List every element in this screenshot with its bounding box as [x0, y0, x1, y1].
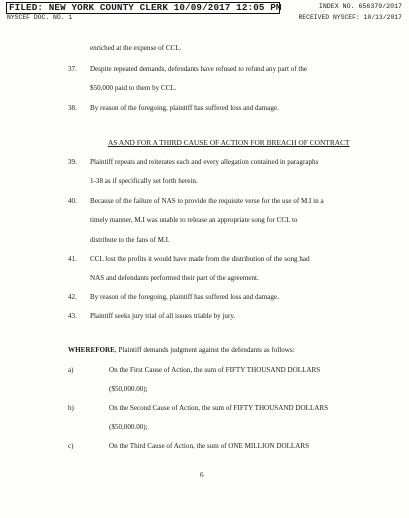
received-date: RECEIVED NYSCEF: 10/13/2017 — [298, 14, 402, 21]
continuation-line: enriched at the expense of CCL. — [90, 44, 182, 52]
paragraph-text: $50,000 paid to them by CCL. — [90, 84, 177, 92]
item-text: ($50,000.00); — [109, 385, 148, 393]
paragraph-number: 38. — [68, 104, 77, 112]
filed-stamp: FILED: NEW YORK COUNTY CLERK 10/09/2017 12:05 PM — [6, 2, 280, 14]
paragraph-text: By reason of the foregoing, plaintiff has suffered loss and damage. — [90, 293, 279, 301]
paragraph-text: 1-38 as if specifically set forth herein. — [90, 177, 198, 185]
paragraph-number: 43. — [68, 312, 77, 320]
item-text: On the Third Cause of Action, the sum of ONE MILLION DOLLARS — [109, 442, 310, 450]
paragraph-text: CCL lost the profits it would have made from the distribution of the song had — [90, 255, 310, 263]
paragraph-text: Plaintiff seeks jury trial of all issues triable by jury. — [90, 312, 236, 320]
paragraph-text: Despite repeated demands, defendants have refused to refund any part of the — [90, 65, 308, 73]
paragraph-number: 39. — [68, 158, 77, 166]
paragraph-text: Plaintiff repeats and reiterates each and every allegation contained in paragraphs — [90, 158, 319, 166]
section-heading: AS AND FOR A THIRD CAUSE OF ACTION FOR BREACH OF CONTRACT — [108, 138, 350, 147]
page-number: 6 — [200, 471, 204, 479]
item-letter: b) — [68, 404, 74, 412]
wherefore-keyword: WHEREFORE — [68, 346, 115, 354]
wherefore-clause — [68, 346, 295, 355]
paragraph-text: Because of the failure of NAS to provide the requisite verse for the use of M.I in a — [90, 197, 324, 205]
nyscef-doc-number: NYSCEF DOC. NO. 1 — [7, 14, 73, 21]
paragraph-text: By reason of the foregoing, plaintiff has suffered loss and damage. — [90, 104, 279, 112]
index-number: INDEX NO. 656379/2017 — [318, 3, 402, 10]
item-letter: a) — [68, 366, 74, 374]
paragraph-text: NAS and defendants performed their part of the agreement. — [90, 274, 259, 282]
paragraph-number: 41. — [68, 255, 77, 263]
item-letter: c) — [68, 442, 74, 450]
item-text: ($50,000.00); — [109, 423, 148, 431]
paragraph-number: 37. — [68, 65, 77, 73]
cropped-page-footer — [186, 512, 220, 518]
paragraph-number: 40. — [68, 197, 77, 205]
wherefore-text: , Plaintiff demands judgment against the defendants as follows: — [114, 346, 295, 354]
paragraph-number: 42. — [68, 293, 77, 301]
item-text: On the Second Cause of Action, the sum of FIFTY THOUSAND DOLLARS — [109, 404, 329, 412]
paragraph-text: distribute to the fans of M.I. — [90, 236, 170, 244]
paragraph-text: timely manner, M.I was unable to release an appropriate song for CCL to — [90, 216, 298, 224]
item-text: On the First Cause of Action, the sum of FIFTY THOUSAND DOLLARS — [109, 366, 321, 374]
